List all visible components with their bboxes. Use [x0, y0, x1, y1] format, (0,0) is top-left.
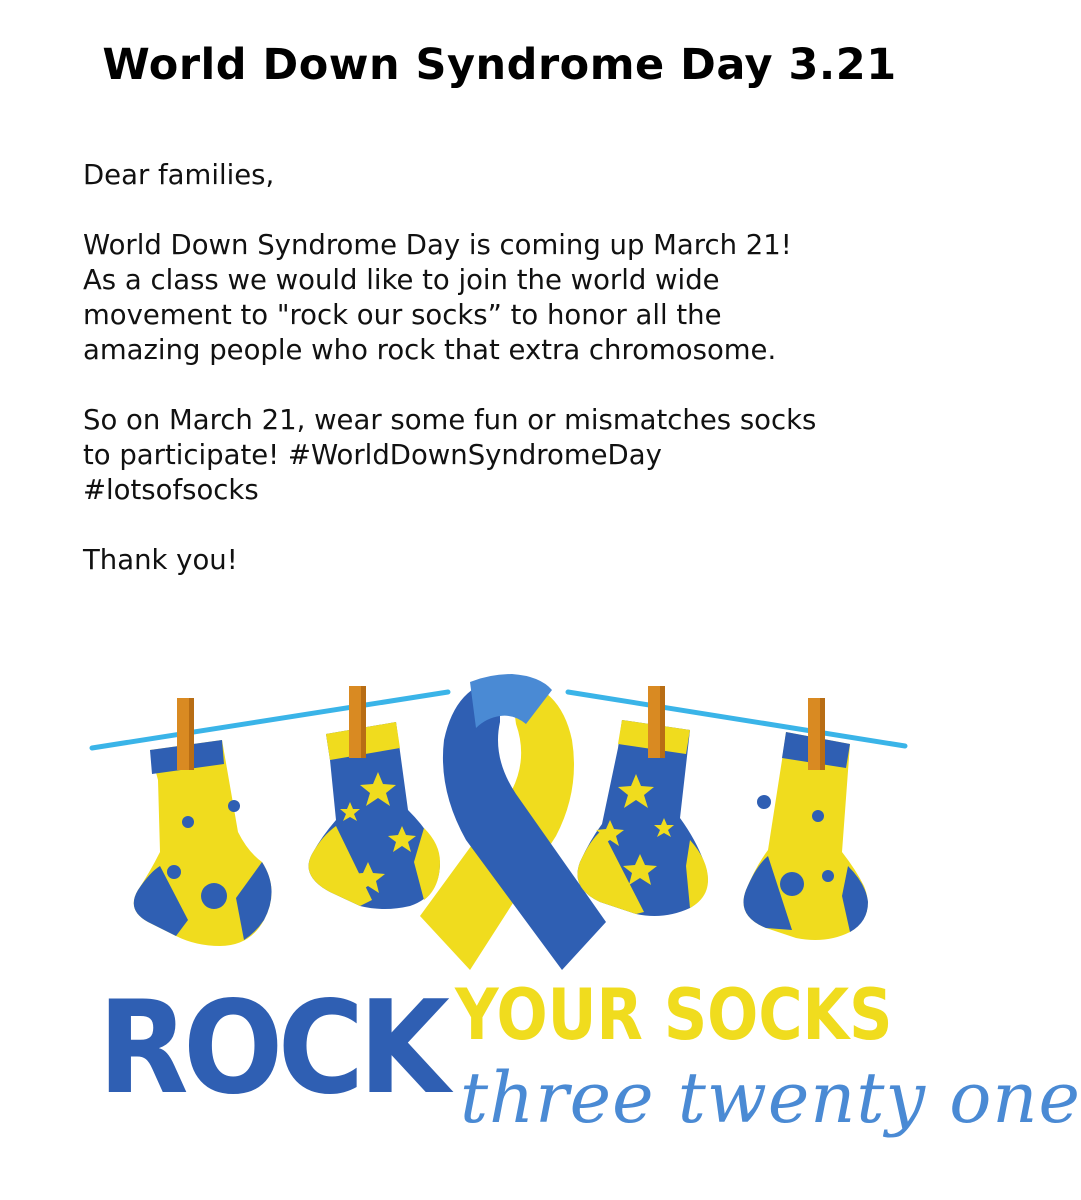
- sock-icon: [134, 740, 272, 946]
- letter-paragraph-1: World Down Syndrome Day is coming up March 21! As a class we would like to join the world wide movement to "rock our socks” to honor all the amazing people who rock that extra chromosome.: [83, 229, 792, 366]
- sock-icon: [309, 722, 440, 909]
- logo-rock-text: ROCK: [98, 974, 445, 1123]
- logo-your-socks-text: YOUR SOCKS: [455, 974, 893, 1056]
- sock-icon: [578, 720, 709, 916]
- letter-closing: Thank you!: [83, 544, 238, 576]
- clothespin-icon: [349, 686, 366, 758]
- clothespin-icon: [648, 686, 665, 758]
- ribbon-icon: [420, 674, 606, 970]
- clothespin-icon: [177, 698, 194, 770]
- page-title: World Down Syndrome Day 3.21: [102, 40, 897, 90]
- letter-greeting: Dear families,: [83, 159, 275, 191]
- clothespin-icon: [808, 698, 825, 770]
- letter-body: [83, 158, 933, 613]
- clothesline-right: [568, 692, 905, 746]
- letter-paragraph-2: So on March 21, wear some fun or mismatches socks to participate! #WorldDownSyndromeDay #lotsofsocks: [83, 404, 817, 506]
- logo-script-text: three twenty one: [460, 1057, 1081, 1139]
- sock-icon: [744, 732, 869, 940]
